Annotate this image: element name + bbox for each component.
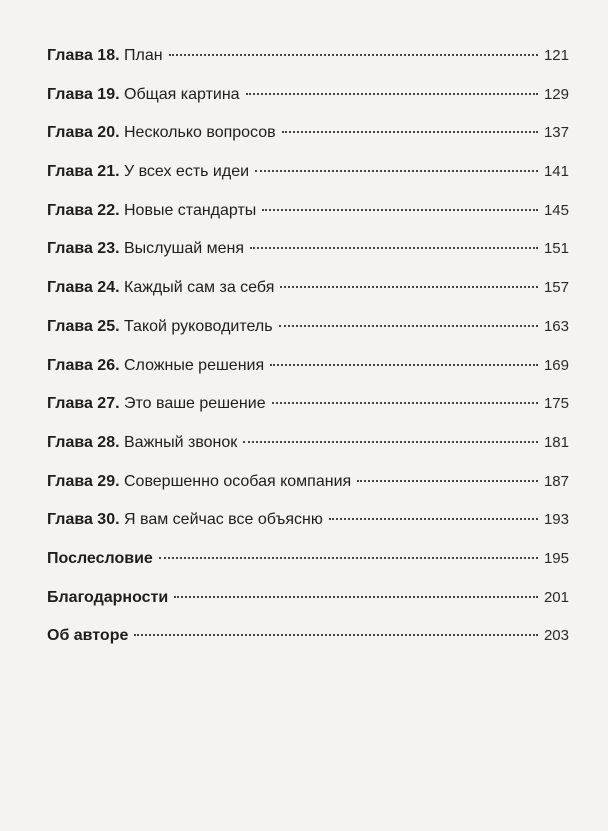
toc-entry-chapter-21 — [47, 162, 569, 201]
entry-title — [47, 278, 274, 298]
toc-entry-chapter-23 — [47, 239, 569, 278]
entry-prefix: Глава 25. — [47, 317, 120, 335]
entry-title — [47, 85, 240, 105]
toc-entry-chapter-28 — [47, 433, 569, 472]
toc-entry-afterword — [47, 549, 569, 588]
entry-prefix: Глава 22. — [47, 201, 120, 219]
entry-prefix: Глава 29. — [47, 472, 120, 490]
entry-name: Сложные решения — [124, 356, 265, 374]
entry-prefix: Послесловие — [47, 549, 153, 567]
page-number: 203 — [543, 627, 569, 645]
page-number: 129 — [543, 85, 569, 103]
entry-prefix: Глава 23. — [47, 240, 120, 258]
dot-leader — [329, 518, 538, 520]
dot-leader — [243, 441, 538, 443]
dot-leader — [357, 480, 538, 482]
toc-entry-chapter-25 — [47, 317, 569, 356]
entry-name: Важный звонок — [124, 433, 238, 451]
entry-prefix: Глава 30. — [47, 511, 120, 529]
entry-title — [47, 394, 266, 414]
entry-title — [47, 123, 276, 143]
entry-prefix: Благодарности — [47, 588, 169, 606]
entry-title — [47, 239, 244, 259]
entry-name: Несколько вопросов — [124, 124, 276, 142]
dot-leader — [255, 170, 538, 172]
entry-name: Общая картина — [124, 85, 240, 103]
toc-entry-chapter-30 — [47, 510, 569, 549]
entry-title — [47, 549, 153, 569]
entry-title — [47, 510, 323, 530]
page-number: 157 — [543, 279, 569, 297]
entry-title — [47, 162, 249, 182]
entry-prefix: Глава 28. — [47, 433, 120, 451]
dot-leader — [262, 209, 538, 211]
toc-entry-chapter-26 — [47, 356, 569, 395]
page-number: 145 — [543, 201, 569, 219]
entry-name: Выслушай меня — [124, 240, 245, 258]
entry-title — [47, 472, 351, 492]
entry-name: Это ваше решение — [124, 395, 266, 413]
page-number: 201 — [543, 588, 569, 606]
entry-prefix: Глава 21. — [47, 163, 120, 181]
dot-leader — [270, 364, 538, 366]
page-number: 169 — [543, 356, 569, 374]
page-number: 181 — [543, 433, 569, 451]
entry-prefix: Глава 20. — [47, 124, 120, 142]
dot-leader — [134, 634, 538, 636]
page-number: 151 — [543, 240, 569, 258]
page-number: 175 — [543, 395, 569, 413]
entry-prefix: Глава 27. — [47, 395, 120, 413]
toc-entry-chapter-18 — [47, 46, 569, 85]
entry-title — [47, 201, 256, 221]
entry-name: Я вам сейчас все объясню — [124, 511, 323, 529]
toc-entry-chapter-20 — [47, 123, 569, 162]
entry-title — [47, 356, 264, 376]
entry-name: План — [124, 47, 163, 64]
dot-leader — [159, 557, 538, 559]
entry-title — [47, 46, 163, 66]
entry-name: У всех есть идеи — [124, 163, 250, 181]
toc-entry-chapter-22 — [47, 201, 569, 240]
toc-entry-chapter-24 — [47, 278, 569, 317]
dot-leader — [169, 54, 538, 56]
entry-title — [47, 626, 128, 646]
entry-name: Совершенно особая компания — [124, 472, 352, 490]
toc-entry-chapter-27 — [47, 394, 569, 433]
dot-leader — [246, 93, 538, 95]
dot-leader — [282, 131, 538, 133]
toc-entry-acknowledgements — [47, 588, 569, 627]
dot-leader — [279, 325, 538, 327]
table-of-contents — [47, 46, 569, 665]
entry-name: Новые стандарты — [124, 201, 257, 219]
entry-prefix: Глава 26. — [47, 356, 120, 374]
entry-prefix: Об авторе — [47, 627, 129, 645]
entry-title — [47, 433, 237, 453]
entry-title — [47, 588, 168, 608]
dot-leader — [174, 596, 538, 598]
toc-entry-chapter-19 — [47, 85, 569, 124]
page-number: 137 — [543, 124, 569, 142]
dot-leader — [250, 247, 538, 249]
entry-name: Такой руководитель — [124, 317, 273, 335]
entry-prefix: Глава 24. — [47, 279, 120, 297]
page-number: 195 — [543, 549, 569, 567]
page-number: 121 — [543, 47, 569, 64]
dot-leader — [272, 402, 538, 404]
toc-entry-chapter-29 — [47, 472, 569, 511]
page-number: 187 — [543, 472, 569, 490]
entry-prefix: Глава 18. — [47, 47, 120, 64]
entry-name: Каждый сам за себя — [124, 279, 275, 297]
toc-entry-about-author — [47, 626, 569, 665]
page-number: 163 — [543, 317, 569, 335]
entry-prefix: Глава 19. — [47, 85, 120, 103]
page-number: 193 — [543, 511, 569, 529]
dot-leader — [280, 286, 538, 288]
entry-title — [47, 317, 273, 337]
page-number: 141 — [543, 163, 569, 181]
